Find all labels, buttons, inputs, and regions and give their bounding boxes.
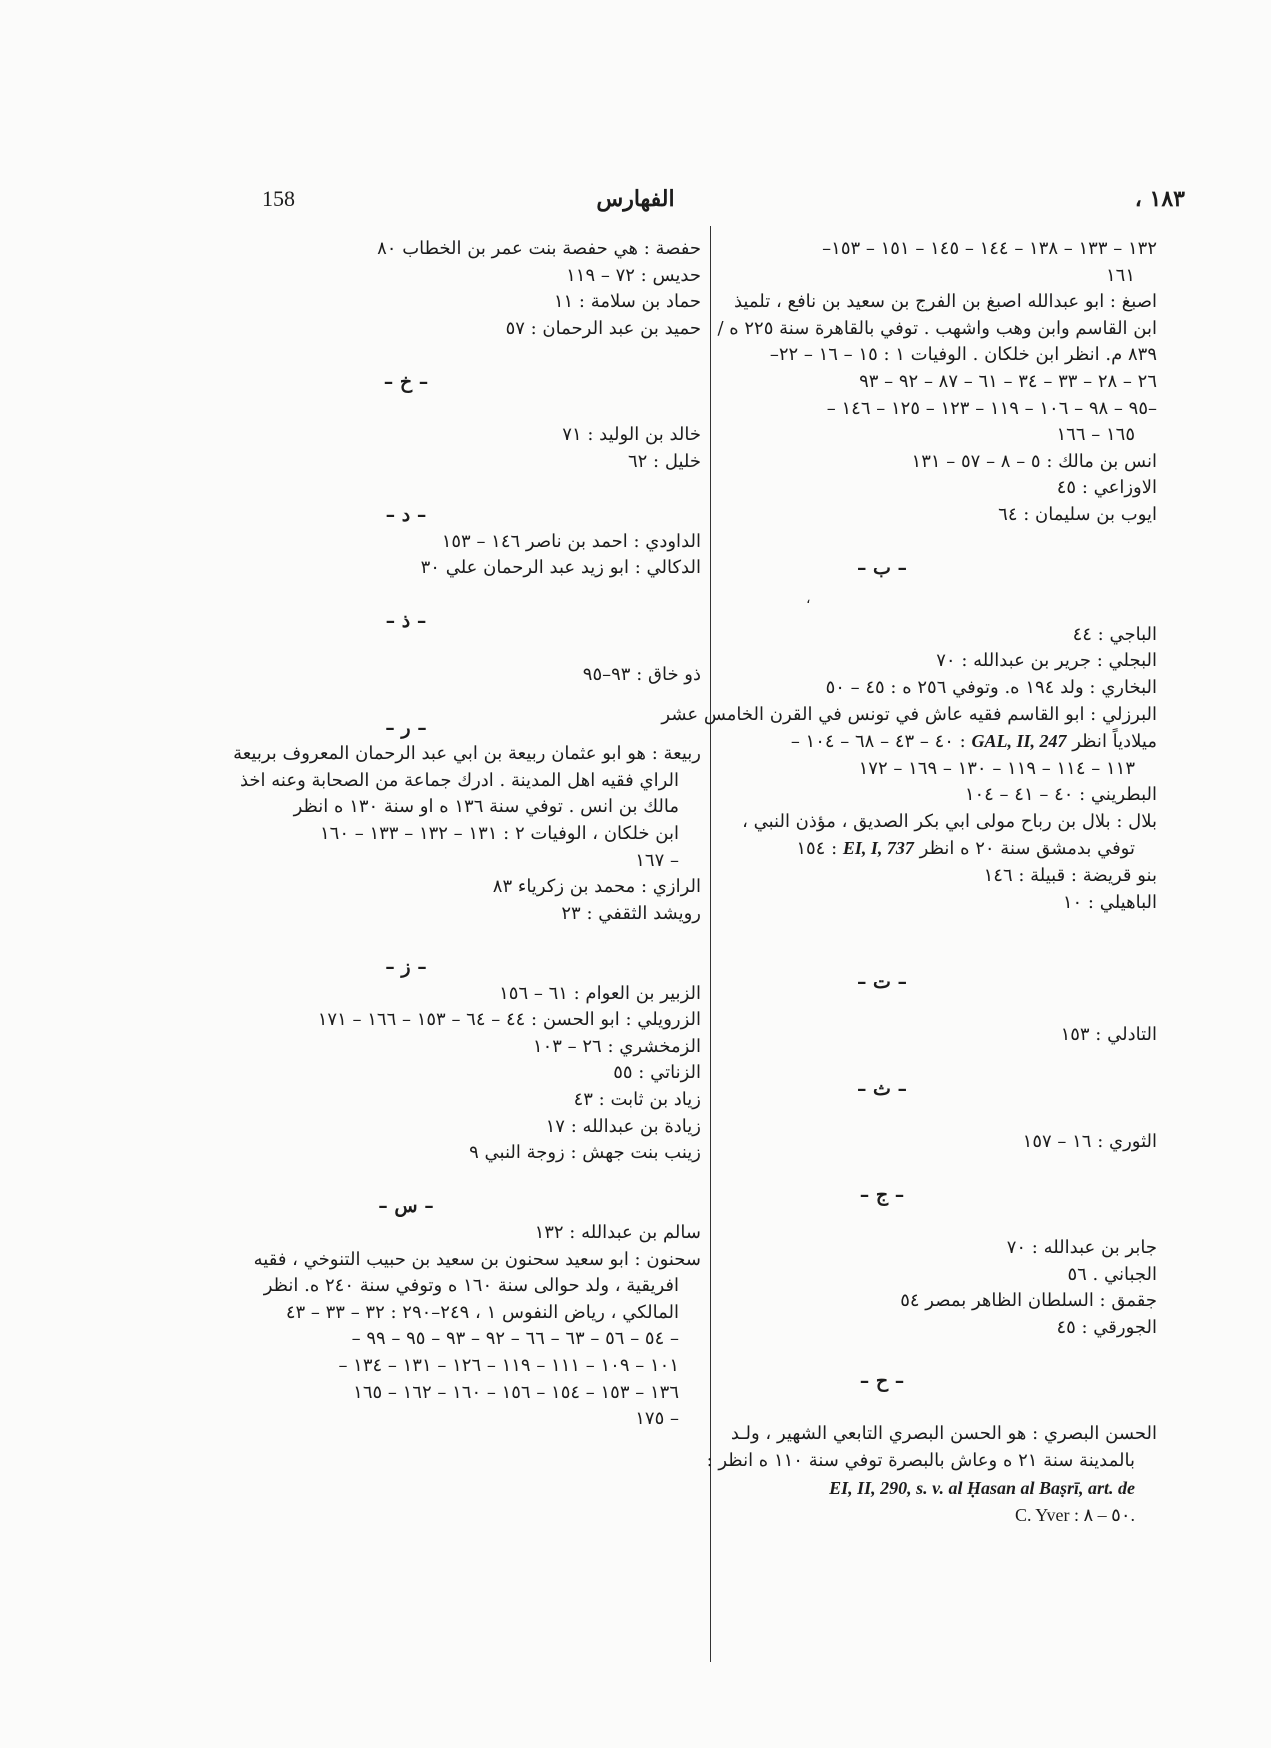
section-heading-ba: – ب – xyxy=(856,557,908,580)
index-entry: الحسن البصري : هو الحسن البصري التابعي الشهير ، ولـد xyxy=(730,1423,1157,1445)
index-entry: بنو قريضة : قبيلة : ١٤٦ xyxy=(983,865,1157,887)
index-entry: خالد بن الوليد : ٧١ xyxy=(562,424,701,446)
index-entry: رويشد الثقفي : ٢٣ xyxy=(561,902,701,924)
index-entry: زينب بنت جهش : زوجة النبي ٩ xyxy=(469,1142,701,1164)
index-entry: بلال : بلال بن رباح مولى ابي بكر الصديق ، مؤذن النبي ، xyxy=(742,810,1157,832)
index-entry: ذو خاق : ٩٣–٩٥ xyxy=(582,663,701,685)
index-entry: ١٦٥ – ١٦٦ xyxy=(1056,424,1135,446)
index-entry: ١٣٦ – ١٥٣ – ١٥٤ – ١٥٦ – ١٦٠ – ١٦٢ – ١٦٥ xyxy=(353,1381,679,1403)
index-entry: جابر بن عبدالله : ٧٠ xyxy=(1006,1237,1157,1259)
index-entry: زيادة بن عبدالله : ١٧ xyxy=(545,1115,701,1137)
index-entry: البخاري : ولد ١٩٤ ه. وتوفي ٢٥٦ ه : ٤٥ – ٥٠ xyxy=(825,676,1157,698)
index-entry: المالكي ، رياض النفوس ١ ، ٢٤٩–٢٩٠ : ٣٢ – ٣٣ – ٤٣ xyxy=(285,1301,679,1323)
index-entry: ٢٦ – ٢٨ – ٣٣ – ٣٤ – ٦١ – ٨٧ – ٩٢ – ٩٣ xyxy=(859,370,1157,392)
section-heading-kha: – خ – xyxy=(383,370,429,393)
index-entry: الزناتي : ٥٥ xyxy=(613,1062,701,1084)
entry-pages: : ١٥٤ xyxy=(796,838,838,860)
index-entry: خليل : ٦٢ xyxy=(627,450,701,472)
index-entry: اصبغ : ابو عبدالله اصبغ بن الفرج بن سعيد بن نافع ، تلميذ xyxy=(733,291,1157,313)
index-entry: الراي فقيه اهل المدينة . ادرك جماعة من الصحابة وعنه اخذ xyxy=(239,769,679,791)
index-entry: زياد بن ثابت : ٤٣ xyxy=(573,1089,701,1110)
section-heading-dhal: – ذ – xyxy=(385,610,427,633)
index-entry xyxy=(607,1502,1157,1530)
index-entry: الباهيلي : ١٠ xyxy=(1062,891,1157,913)
reference-ei: EI, II, 290, s. v. al Ḥasan al Baṣrī, art. de xyxy=(829,1477,1135,1498)
entry-text: توفي بدمشق سنة ٢٠ ه انظر xyxy=(919,838,1135,860)
section-heading-ra: – ر – xyxy=(385,716,427,739)
index-entry: ١٦١ xyxy=(1105,264,1135,286)
index-entry: الجباني . ٥٦ xyxy=(1067,1263,1157,1285)
index-entry: مالك بن انس . توفي سنة ١٣٦ ه او سنة ١٣٠ ه انظر xyxy=(293,796,679,818)
index-entry: الزرويلي : ابو الحسن : ٤٤ – ٦٤ – ١٥٣ – ١٦٦ – ١٧١ xyxy=(317,1009,701,1031)
index-entry: الدكالي : ابو زيد عبد الرحمان علي ٣٠ xyxy=(420,557,701,579)
index-entry: حماد بن سلامة : ١١ xyxy=(553,291,701,313)
index-entry: الباجي : ٤٤ xyxy=(1072,623,1157,645)
index-entry: الثوري : ١٦ – ١٥٧ xyxy=(1022,1130,1157,1152)
section-heading-ha: – ح – xyxy=(859,1370,905,1393)
section-heading-zay: – ز – xyxy=(385,956,427,979)
index-entry: الزبير بن العوام : ٦١ – ١٥٦ xyxy=(499,982,701,1004)
index-entry xyxy=(607,1475,1157,1503)
index-entry: ابن خلكان ، الوفيات ٢ : ١٣١ – ١٣٢ – ١٣٣ – ١٦٠ xyxy=(320,823,679,845)
index-entry: افريقية ، ولد حوالى سنة ١٦٠ ه وتوفي سنة ٢٤٠ ه. انظر xyxy=(263,1275,679,1297)
entry-pages: : ٤٠ – ٤٣ – ٦٨ – ١٠٤ – xyxy=(790,731,966,753)
index-entry: بالمدينة سنة ٢١ ه وعاش بالبصرة توفي سنة ١١٠ ه انظر : xyxy=(706,1449,1135,1471)
index-entry: ابن القاسم وابن وهب واشهب . توفي بالقاهرة سنة ٢٢٥ ه / xyxy=(717,317,1157,339)
index-entry: ١١٣ – ١١٤ – ١١٩ – ١٣٠ – ١٦٩ – ١٧٢ xyxy=(858,757,1135,779)
index-entry: الزمخشري : ٢٦ – ١٠٣ xyxy=(532,1035,701,1057)
index-entry: ٨٣٩ م. انظر ابن خلكان . الوفيات ١ : ١٥ – ١٦ – ٢٢– xyxy=(769,344,1157,366)
index-entry: حميد بن عبد الرحمان : ٥٧ xyxy=(505,317,701,339)
section-heading-jim: – ج – xyxy=(859,1184,905,1206)
index-entry: سالم بن عبدالله : ١٣٢ xyxy=(534,1221,701,1243)
index-entry: الجورقي : ٤٥ xyxy=(1056,1316,1157,1338)
index-entry: ١٠١ – ١٠٩ – ١١١ – ١١٩ – ١٢٦ – ١٣١ – ١٣٤ – xyxy=(338,1354,679,1376)
index-entry: حديس : ٧٢ – ١١٩ xyxy=(566,264,701,286)
index-entry: ايوب بن سليمان : ٦٤ xyxy=(998,503,1157,525)
reference-gal: GAL, II, 247 xyxy=(971,731,1067,752)
index-column-left xyxy=(111,236,701,1433)
index-entry: سحنون : ابو سعيد سحنون بن سعيد بن حبيب التنوخي ، فقيه xyxy=(253,1248,701,1270)
section-heading-sin: – س – xyxy=(378,1195,434,1218)
section-heading-tha: – ث – xyxy=(856,1077,908,1100)
index-entry: الداودي : احمد بن ناصر ١٤٦ – ١٥٣ xyxy=(441,530,701,552)
index-entry: البجلي : جرير بن عبدالله : ٧٠ xyxy=(936,650,1157,672)
reference-author: C. Yver : ٥٠ – ٨. xyxy=(1014,1505,1135,1526)
reference-ei: EI, I, 737 xyxy=(842,838,914,859)
index-entry: ١٣٢ – ١٣٣ – ١٣٨ – ١٤٤ – ١٤٥ – ١٥١ – ١٥٣– xyxy=(822,238,1157,259)
index-entry: ربيعة : هو ابو عثمان ربيعة بن ابي عبد الرحمان المعروف بربيعة xyxy=(233,743,701,765)
index-entry: –٩٥ – ٩٨ – ١٠٦ – ١١٩ – ١٢٣ – ١٢٥ – ١٤٦ – xyxy=(826,397,1157,419)
entry-text: ميلادياً انظر xyxy=(1072,731,1157,753)
index-entry: – ١٦٧ xyxy=(635,849,679,871)
index-entry: جقمق : السلطان الظاهر بمصر ٥٤ xyxy=(900,1290,1157,1312)
index-entry: حفصة : هي حفصة بنت عمر بن الخطاب ٨٠ xyxy=(377,238,701,259)
index-entry: الرازي : محمد بن زكرياء ٨٣ xyxy=(492,876,701,898)
index-entry: البطريني : ٤٠ – ٤١ – ١٠٤ xyxy=(964,784,1157,806)
section-heading-ta: – ت – xyxy=(856,971,908,994)
stray-mark: ، xyxy=(806,591,811,607)
index-entry: البرزلي : ابو القاسم فقيه عاش في تونس في القرن الخامس عشر xyxy=(661,703,1157,725)
running-title: الفهارس xyxy=(596,186,675,212)
section-heading-dal: – د – xyxy=(385,503,427,526)
index-entry: انس بن مالك : ٥ – ٨ – ٥٧ – ١٣١ xyxy=(911,450,1157,472)
folio-number: ١٨٣ ، xyxy=(1134,186,1185,212)
index-entry: – ١٧٥ xyxy=(635,1408,679,1430)
page-number: 158 xyxy=(262,186,295,211)
index-entry: الاوزاعي : ٤٥ xyxy=(1056,477,1157,499)
index-entry: التادلي : ١٥٣ xyxy=(1060,1024,1157,1046)
index-entry: – ٥٤ – ٥٦ – ٦٣ – ٦٦ – ٩٢ – ٩٣ – ٩٥ – ٩٩ – xyxy=(351,1328,679,1350)
